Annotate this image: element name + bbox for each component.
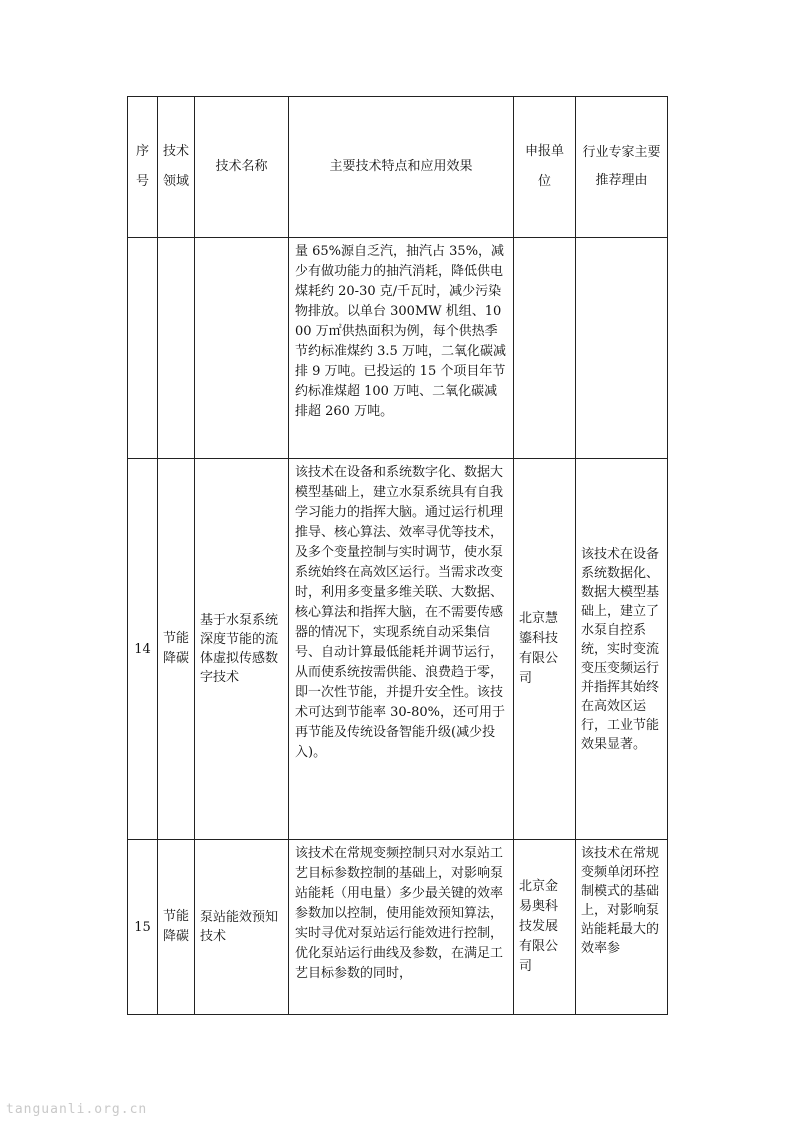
- header-seq: 序号: [128, 97, 158, 238]
- table-row: [128, 238, 668, 459]
- cell-unit: [514, 238, 576, 459]
- cell-name: 基于水泵系统深度节能的流体虚拟传感数字技术: [195, 459, 289, 840]
- header-unit: 申报单位: [514, 97, 576, 238]
- header-name: 技术名称: [195, 97, 289, 238]
- cell-seq: [128, 238, 158, 459]
- cell-seq: 14: [128, 459, 158, 840]
- cell-seq: 15: [128, 840, 158, 1015]
- cell-features: 量 65%源自乏汽，抽汽占 35%，减少有做功能力的抽汽消耗，降低供电煤耗约 20-30 克/千瓦时，减少污染物排放。以单台 300MW 机组、1000 万㎡供热面积为例，每个供热季节约标准煤约 3.5 万吨，二氧化碳减排 9 万吨。已投运的 15 个项目年节约标准煤超 100 万吨、二氧化碳减排超 260 万吨。: [289, 238, 514, 459]
- cell-field: [158, 238, 195, 459]
- header-reason: 行业专家主要推荐理由: [576, 97, 668, 238]
- table-row: [128, 459, 668, 840]
- table-header-row: [128, 97, 668, 238]
- watermark: tanguanli.org.cn: [6, 1102, 148, 1117]
- header-features: 主要技术特点和应用效果: [289, 97, 514, 238]
- cell-field: 节能降碳: [158, 459, 195, 840]
- cell-features: 该技术在常规变频控制只对水泵站工艺目标参数控制的基础上，对影响泵站能耗（用电量）多少最关键的效率参数加以控制，使用能效预知算法，实时寻优对泵站运行能效进行控制，优化泵站运行曲线及参数，在满足工艺目标参数的同时，: [289, 840, 514, 1015]
- cell-reason: 该技术在设备系统数据化、数据大模型基础上，建立了水泵自控系统，实时变流变压变频运行并指挥其始终在高效区运行，工业节能效果显著。: [576, 459, 668, 840]
- technology-table: [127, 96, 668, 1015]
- cell-field: 节能降碳: [158, 840, 195, 1015]
- cell-unit: 北京慧鎏科技有限公司: [514, 459, 576, 840]
- cell-name: [195, 238, 289, 459]
- cell-features: 该技术在设备和系统数字化、数据大模型基础上，建立水泵系统具有自我学习能力的指挥大脑。通过运行机理推导、核心算法、效率寻优等技术，及多个变量控制与实时调节，使水泵系统始终在高效区运行。当需求改变时，利用多变量多维关联、大数据、核心算法和指挥大脑，在不需要传感器的情况下，实现系统自动采集信号、自动计算最低能耗并调节运行，从而使系统按需供能、浪费趋于零，即一次性节能，并提升安全性。该技术可达到节能率 30-80%，还可用于再节能及传统设备智能升级(减少投入)。: [289, 459, 514, 840]
- table-row: [128, 840, 668, 1015]
- cell-reason: 该技术在常规变频单闭环控制模式的基础上，对影响泵站能耗最大的效率参: [576, 840, 668, 1015]
- cell-reason: [576, 238, 668, 459]
- cell-unit: 北京金易奥科技发展有限公司: [514, 840, 576, 1015]
- header-field: 技术领域: [158, 97, 195, 238]
- cell-name: 泵站能效预知技术: [195, 840, 289, 1015]
